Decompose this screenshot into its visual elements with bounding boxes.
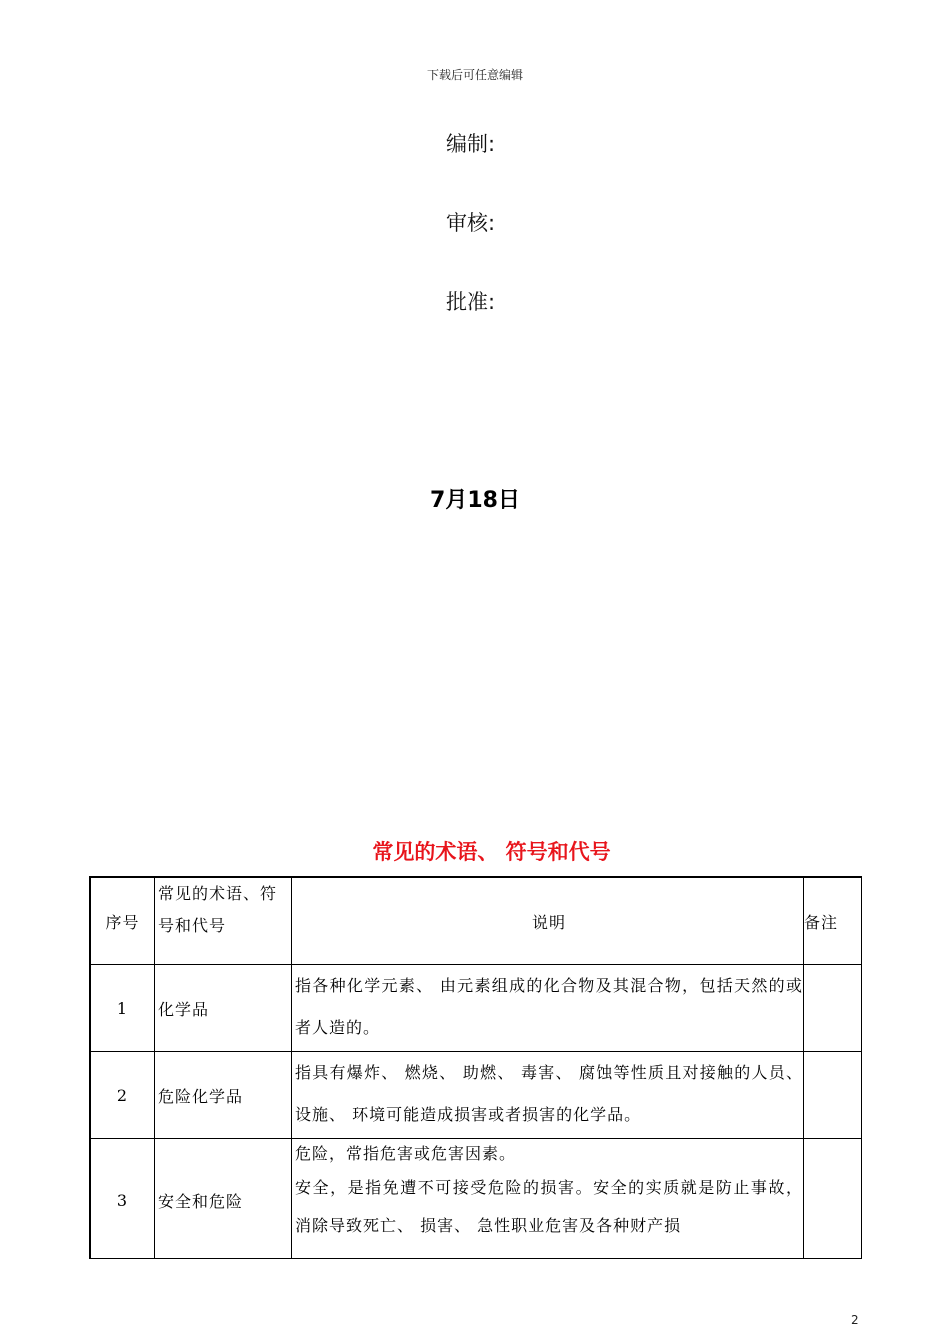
- header-note: 下载后可任意编辑: [426, 68, 523, 82]
- row-no: 3: [90, 1139, 155, 1259]
- row-desc-line: 危险，常指危害或危害因素。: [295, 1144, 517, 1163]
- prepared-by-label: 编制:: [446, 132, 496, 156]
- header-desc: 说明: [292, 877, 804, 965]
- header-no: 序号: [90, 877, 155, 965]
- table-header-row: [90, 877, 862, 965]
- header-term: 常见的术语、符号和代号: [155, 877, 292, 965]
- row-term: 危险化学品: [155, 1052, 292, 1139]
- section-title: 常见的术语、 符号和代号: [372, 840, 611, 864]
- row-term: 化学品: [155, 965, 292, 1052]
- reviewed-by-label: 审核:: [446, 211, 496, 235]
- approved-by-label: 批准:: [446, 290, 496, 314]
- row-desc-line: 指具有爆炸、 燃烧、 助燃、 毒害、 腐蚀等性质且对接触的人员、 设施、 环境可能造成损害或者损害的化学品。: [295, 1063, 803, 1124]
- row-note: [804, 965, 862, 1052]
- terms-table: [89, 876, 862, 1259]
- table-row: [90, 1139, 862, 1259]
- row-desc-line: 指各种化学元素、 由元素组成的化合物及其混合物，包括天然的或者人造的。: [295, 976, 803, 1037]
- page-number: 2: [851, 1313, 859, 1327]
- header-note-col: 备注: [804, 877, 862, 965]
- row-desc-line: 安全，是指免遭不可接受危险的损害。安全的实质就是防止事故，消除导致死亡、 损害、 急性职业危害及各种财产损: [295, 1178, 803, 1235]
- row-term: 安全和危险: [155, 1139, 292, 1259]
- table-row: [90, 1052, 862, 1139]
- row-desc: [292, 1052, 804, 1139]
- document-date: 7月18日: [430, 488, 520, 513]
- row-desc: [292, 965, 804, 1052]
- row-note: [804, 1052, 862, 1139]
- row-no: 1: [90, 965, 155, 1052]
- table-row: [90, 965, 862, 1052]
- row-no: 2: [90, 1052, 155, 1139]
- row-note: [804, 1139, 862, 1259]
- row-desc: [292, 1139, 804, 1259]
